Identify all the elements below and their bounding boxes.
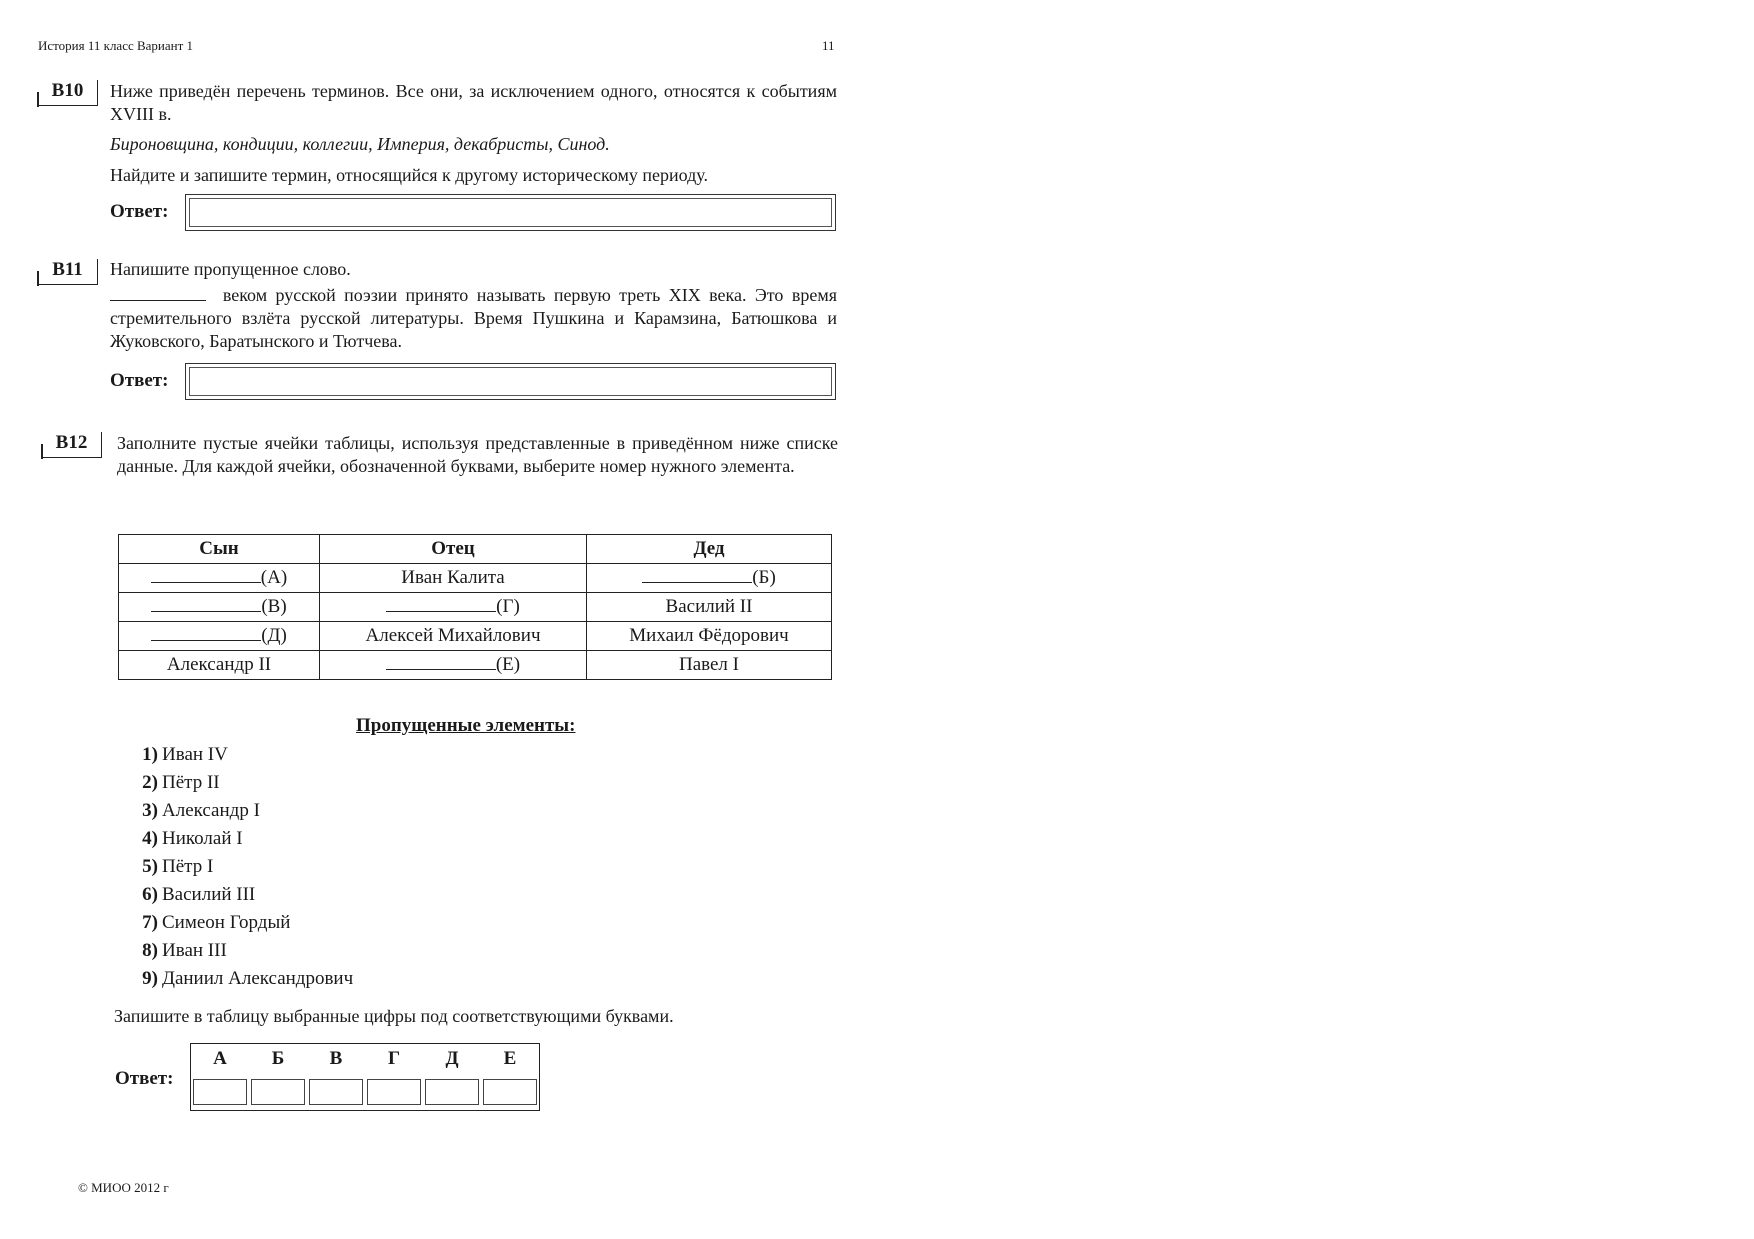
- answer-letter: А: [213, 1048, 227, 1069]
- table-cell: (А): [119, 564, 320, 593]
- table-cell: (Е): [320, 651, 587, 680]
- table-row: [119, 651, 832, 680]
- answer-cell[interactable]: [249, 1074, 307, 1111]
- answer-label: Ответ:: [110, 201, 169, 222]
- b11-sentence: [110, 284, 837, 353]
- b12-text: Заполните пустые ячейки таблицы, используя представленные в приведённом ниже списке данные. Для каждой ячейки, обозначенной буквами, выберите номер нужного элемента.: [117, 433, 838, 476]
- table-cell: (Б): [587, 564, 832, 593]
- b11-blank: [110, 300, 206, 301]
- answer-label: Ответ:: [110, 370, 169, 391]
- answer-letter: Е: [503, 1048, 517, 1069]
- b10-terms: Бироновщина, кондиции, коллегии, Империя, декабристы, Синод.: [110, 134, 610, 154]
- list-item: 9) Даниил Александрович: [142, 968, 354, 989]
- table-header: Отец: [320, 535, 587, 564]
- answer-cell[interactable]: [365, 1074, 423, 1111]
- table-cell: Павел I: [587, 651, 832, 680]
- answer-letter: Б: [271, 1048, 285, 1069]
- table-row: [119, 593, 832, 622]
- b10-text: Ниже приведён перечень терминов. Все они, за исключением одного, относятся к событиям XVIII в.: [110, 81, 837, 124]
- page-header: История 11 класс Вариант 1: [38, 38, 194, 53]
- table-row: [119, 564, 832, 593]
- task-label-b11: B11: [38, 259, 98, 285]
- table-header: Сын: [119, 535, 320, 564]
- table-cell: (Д): [119, 622, 320, 651]
- table-row: [119, 622, 832, 651]
- table-cell: Иван Калита: [320, 564, 587, 593]
- b11-answer-field[interactable]: [185, 363, 836, 400]
- b12-table: [118, 534, 832, 680]
- list-item: 5) Пётр I: [142, 856, 214, 877]
- list-item: 3) Александр I: [142, 800, 260, 821]
- list-item: 4) Николай I: [142, 828, 243, 849]
- task-label-b12: B12: [42, 432, 102, 458]
- list-item: 1) Иван IV: [142, 744, 228, 765]
- b12-answer-table: [190, 1043, 540, 1111]
- missing-elements-list: [130, 741, 353, 993]
- table-cell: Александр II: [119, 651, 320, 680]
- answer-cell[interactable]: [481, 1074, 540, 1111]
- b11-instruction: Напишите пропущенное слово.: [110, 259, 351, 279]
- task-label-b10: B10: [38, 80, 98, 106]
- answer-letter: В: [329, 1048, 343, 1069]
- table-cell: Василий II: [587, 593, 832, 622]
- table-cell: (Г): [320, 593, 587, 622]
- table-cell: (В): [119, 593, 320, 622]
- list-item: 7) Симеон Гордый: [142, 912, 291, 933]
- answer-cell[interactable]: [307, 1074, 365, 1111]
- b10-task: Найдите и запишите термин, относящийся к другому историческому периоду.: [110, 165, 708, 185]
- b12-write-instruction: Запишите в таблицу выбранные цифры под соответствующими буквами.: [114, 1006, 674, 1026]
- page-number: 11: [822, 38, 835, 53]
- page-right: [877, 0, 1754, 1239]
- answer-letter: Г: [387, 1048, 401, 1069]
- missing-elements-title: Пропущенные элементы:: [356, 715, 576, 736]
- list-item: 8) Иван III: [142, 940, 227, 961]
- list-item: 6) Василий III: [142, 884, 256, 905]
- table-cell: Михаил Фёдорович: [587, 622, 832, 651]
- table-cell: Алексей Михайлович: [320, 622, 587, 651]
- answer-label: Ответ:: [115, 1068, 174, 1089]
- answer-cell[interactable]: [191, 1074, 250, 1111]
- table-header: Дед: [587, 535, 832, 564]
- list-item: 2) Пётр II: [142, 772, 220, 793]
- b11-sentence-text: веком русской поэзии принято называть первую треть XIX века. Это время стремительного взлёта русской литературы. Время Пушкина и Карамзина, Батюшкова и Жуковского, Баратынского и Тютчева.: [110, 285, 837, 351]
- page-footer: © МИОО 2012 г: [78, 1180, 169, 1195]
- b10-answer-field[interactable]: [185, 194, 836, 231]
- answer-cell[interactable]: [423, 1074, 481, 1111]
- answer-letter: Д: [445, 1048, 459, 1069]
